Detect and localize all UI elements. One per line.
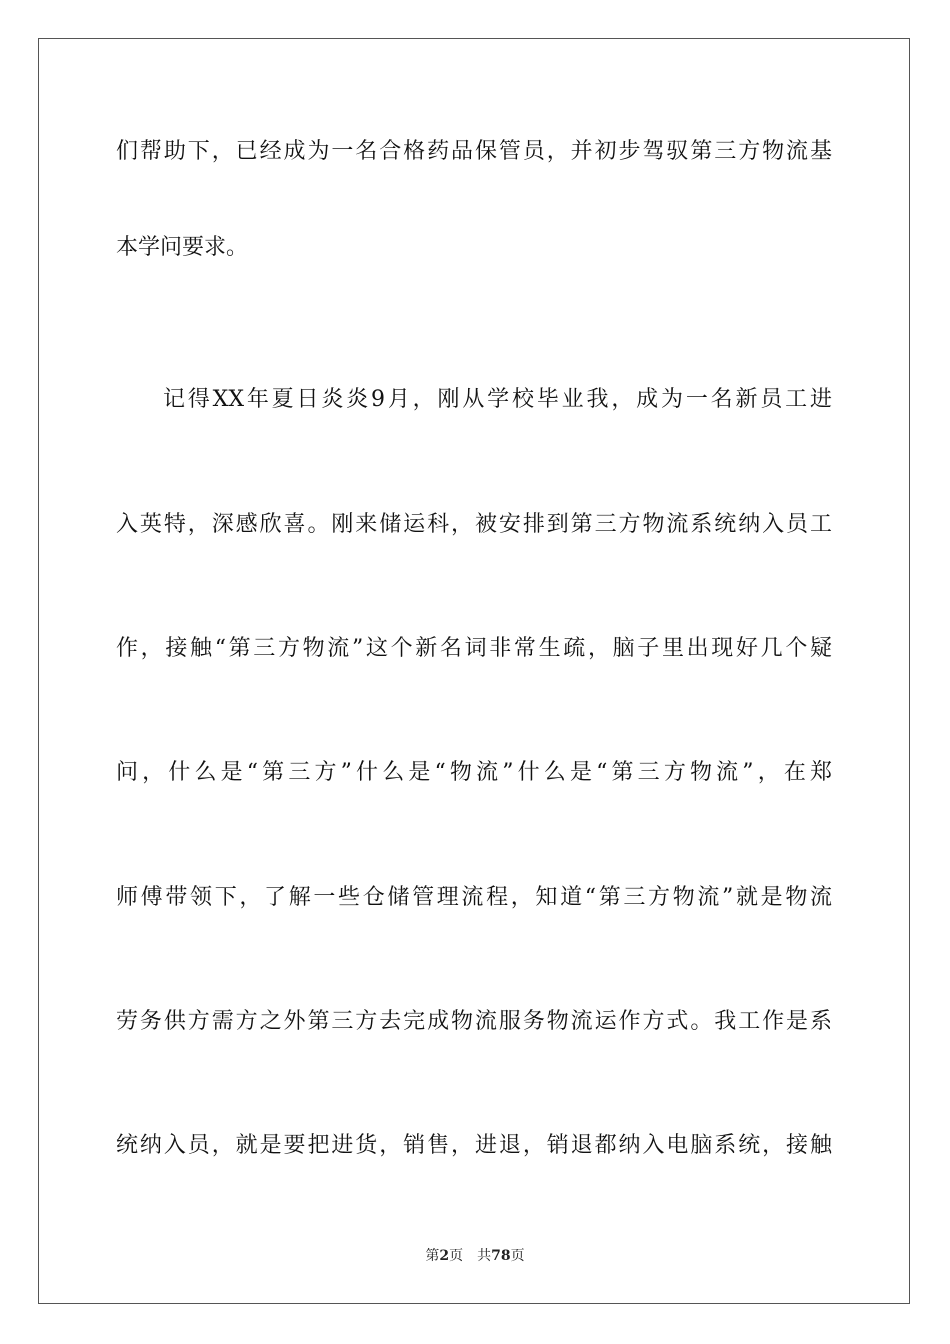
body-text-line: 劳务供方需方之外第三方去完成物流服务物流运作方式。我工作是系	[116, 1009, 832, 1034]
page-suffix: 页	[449, 1248, 464, 1264]
total-prefix: 共	[477, 1248, 492, 1264]
paragraph-first-line: 记得XX年夏日炎炎9月，刚从学校毕业我，成为一名新员工进	[163, 387, 832, 412]
body-text-line: 作，接触“第三方物流”这个新名词非常生疏，脑子里出现好几个疑	[116, 636, 832, 661]
total-pages: 78	[491, 1248, 511, 1264]
body-text-line: 统纳入员，就是要把进货，销售，进退，销退都纳入电脑系统，接触	[116, 1133, 832, 1158]
body-text-line: 师傅带领下，了解一些仓储管理流程，知道“第三方物流”就是物流	[116, 885, 832, 910]
body-text-line: 们帮助下，已经成为一名合格药品保管员，并初步驾驭第三方物流基	[116, 139, 832, 164]
page-prefix: 第	[425, 1248, 440, 1264]
page-number: 2	[439, 1248, 450, 1264]
body-text-line: 入英特，深感欣喜。刚来储运科，被安排到第三方物流系统纳入员工	[116, 512, 832, 537]
page-border	[38, 38, 910, 1304]
page-footer	[0, 1246, 950, 1266]
body-text-line: 问，什么是“第三方”什么是“物流”什么是“第三方物流”，在郑	[116, 760, 832, 785]
total-suffix: 页	[510, 1248, 525, 1264]
body-text-line: 本学问要求。	[116, 235, 249, 260]
